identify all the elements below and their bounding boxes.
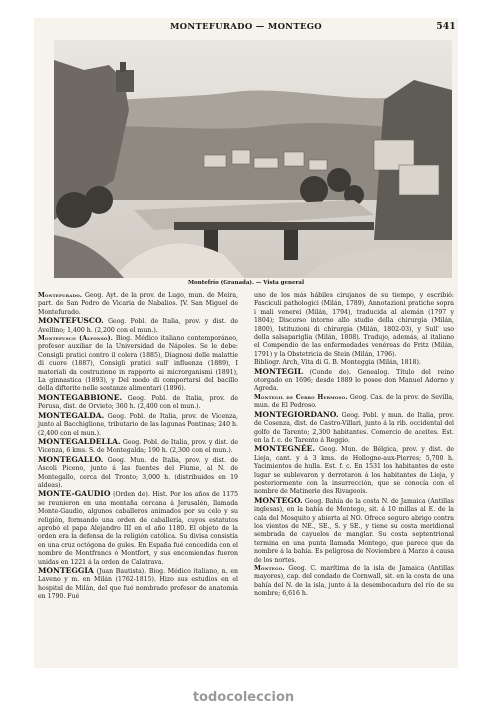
- dictionary-entry: [254, 411, 454, 446]
- entry-headword: MONTEGO.: [254, 495, 303, 505]
- dictionary-entry: [254, 368, 454, 394]
- entry-headword: MONTEGABBIONE.: [38, 392, 123, 402]
- dictionary-entry: [38, 567, 238, 602]
- right-text-column: [254, 292, 454, 599]
- dictionary-entry: [254, 565, 454, 599]
- entry-text: Geog. Bahía de la costa N. de Jamaica (Antillas inglesas), en la bahía de Montego, sit. á 10 millas al E. de la cala del Mosquito y abierta al NO. Ofrece seguro abrigo contra los vientos de NE., SE., S. y SE., y tiene su costa meridional sembrada de cayuelos de manglar. Su costa septentrional termina en una punta llamada Montego, que parece que da nombre á la bahía. Es peligrosa de Noviembre á Marzo á causa de los nortes.: [254, 497, 454, 564]
- entry-headword: MONTEGALLO.: [38, 454, 104, 464]
- entry-headword: MONTEGALDELLA.: [38, 436, 121, 446]
- entry-text: Geog. Mun. de Italia, prov. y dist. de Ascoli Piceno, junto á las fuentes del Fiume, al N. de Montegallo, cerca del Tronto; 3,000 h. (distribuidos en 19 aldeas).: [38, 456, 239, 489]
- dictionary-entry: [254, 445, 454, 496]
- entry-headword: MONTEGIORDANO.: [254, 409, 339, 419]
- entry-text: (Orden de). Hist. Por los años de 1175 se reunieron en una montaña cercana á Jerusalén, llamada Monte-Gaudio, algunos caballeros animados por su celo y su religión, formando una orden de caballería, cuyos estatutos aprobó el papa Alejandro III en el año 1180. El objeto de la orden era la defensa de la religión católica. Su divisa consistía en una cruz octógona de gules. En España fué concedida con el nombre de Montfrancs ó Montfort, y sus encomiendas fueron unidas en 1221 á la orden de Calatrava.: [38, 491, 239, 566]
- entry-text: Bibliogr. Arch, Vita di G. B. Monteggia (Milán, 1818).: [254, 359, 421, 367]
- dictionary-entry: [254, 292, 454, 359]
- entry-text: Geog. Pobl. y mun. de Italia, prov. de Cosenza, dist. de Castro-Villari, junto á la rib. occidental del golfo de Tarento; 2,300 habitantes. Comercio de aceites. Est. en la f. c. de Tarento á Reggio.: [254, 411, 454, 444]
- entry-text: Geog. Mun. de Bélgica, prov. y dist. de Lieja, cant. y á 3 kms. de Hollogne-aux-Pierres; 5,700 h. Yacimientos de hulla. Est. f. c. En 1531 los habitantes de este lugar se sublevaron y derrotaron á los habitantes de Lieja, y posteriormente con la insurrección, que se conocía con el nombre de Matinerie des Rivageois.: [254, 446, 454, 496]
- entry-headword: MONTEGIL: [254, 366, 303, 376]
- photo-caption: Montefrío (Granada). — Vista general: [187, 280, 305, 286]
- entry-text: Geog. Pobl. de Italia, prov. y dist. de Avellino; 1,400 h. (2,200 con el mun.).: [38, 318, 239, 334]
- entry-text: Geog. Pobl. de Italia, prov. y dist. de Vicenza, 6 kms. S. de Montegalda; 190 h. (2,300 con el mun.).: [38, 438, 239, 455]
- dictionary-entry: [38, 292, 238, 317]
- entry-headword: MONTEGGIA: [38, 566, 94, 575]
- entry-headword: Montefusco (Alfonso).: [38, 335, 114, 343]
- dictionary-entry: [254, 497, 454, 565]
- entry-headword: MONTEFUSCO.: [38, 316, 104, 326]
- entry-text: uno de los más hábiles cirujanos de su tiempo, y escribió: Fasciculi pathologici (Milán, 1789), Annotazioni pratiche sopra i mali venerei (Milán, 1794), traducida al alemán (1797 y 1804); Discorso intorno allo studio della chirurgia (Milán, 1800), Istituzioni di chirurgia (Milán, 1802-03), y Sull' uso della salsapariglia (Milán, 1808). Tradujo, además, al italiano el Compendio de las enfermedades venéreas de Fritz (Milán, 1791) y la Obstetricia de Stein (Milán, 1796).: [254, 292, 454, 358]
- dictionary-entry: [38, 456, 238, 491]
- entry-text: Geog. C. marítima de la isla de Jamaica (Antillas mayores), cap. del condado de Cornwall, sit. en la costa de una bahía del N. de la isla, junto á la desembocadura del río de su nombre; 6,616 h.: [254, 565, 454, 598]
- dictionary-entry: [38, 317, 238, 335]
- entry-text: Geog. Pobl. de Italia, prov. de Vicenza, junto al Bacchiglione, tributario de las lagunas Pontinas; 240 h. (2,400 con el mun.).: [38, 412, 239, 437]
- entry-text: Geog. Cas. de la prov. de Sevilla, mun. de El Pedroso.: [254, 393, 455, 410]
- entry-headword: MONTEGALDA.: [38, 410, 105, 420]
- engraving-photo: [54, 40, 452, 278]
- entry-headword: MONTEGNÉE.: [254, 444, 316, 454]
- left-text-column: [38, 292, 238, 602]
- entry-text: Geog. Ayt. de la prov. de Lugo, mun. de Meira, part. de San Pedro de Vicaria de Nabalios. [V. San Miguel de Montefurado.: [38, 292, 239, 316]
- page-number: 541: [436, 22, 456, 32]
- watermark: todocoleccion: [192, 690, 295, 705]
- entry-text: (Juan Bautista). Biog. Médico italiano, n. en Laveno y m. en Milán (1762-1815). Hizo sus estudios en el hospital de Milán, del que fué nombrado profesor de anatomía en 1790. Fué: [38, 568, 239, 601]
- entry-headword: Montegil de Cerro Hermoso.: [254, 393, 348, 401]
- book-page: [34, 18, 458, 668]
- dictionary-entry: [254, 394, 454, 411]
- dictionary-entry: [38, 335, 238, 394]
- running-header: [34, 22, 458, 36]
- entry-headword: MONTE-GAUDIO: [38, 489, 111, 499]
- dictionary-entry: [38, 438, 238, 456]
- entry-text: (Conde de). Genealog. Título del reino otorgado en 1696; desde 1889 lo posee don Manuel Adorno y Agreda.: [254, 368, 454, 393]
- dictionary-entry: [38, 394, 238, 412]
- dictionary-entry: [38, 412, 238, 438]
- dictionary-entry: [38, 490, 238, 567]
- entry-headword: Montefurado.: [38, 292, 83, 299]
- entry-text: Geog. Pobl. de Italia, prov. de Perusa, dist. de Orvieto; 360 h. (2,400 con el mun.).: [38, 394, 239, 411]
- running-title: MONTEFURADO — MONTEGO: [169, 22, 323, 32]
- entry-text: Biog. Médico italiano contemporáneo, profesor auxiliar de la Universidad de Nápoles. Se le debe: Consigli pratici contro il colera (1885), Diagnosi delle malattie di cuore (1887), Consigli pratici sull' influenza (1889), I materiali da costruzione in rapporto ai microrganismi (1891), La ginnastica (1893), y Del modo di comportarsi del bacillo della difterite nelle sostanze alimentari (1896).: [38, 335, 238, 393]
- landscape-illustration: [54, 40, 452, 278]
- entry-headword: Montego.: [254, 565, 285, 572]
